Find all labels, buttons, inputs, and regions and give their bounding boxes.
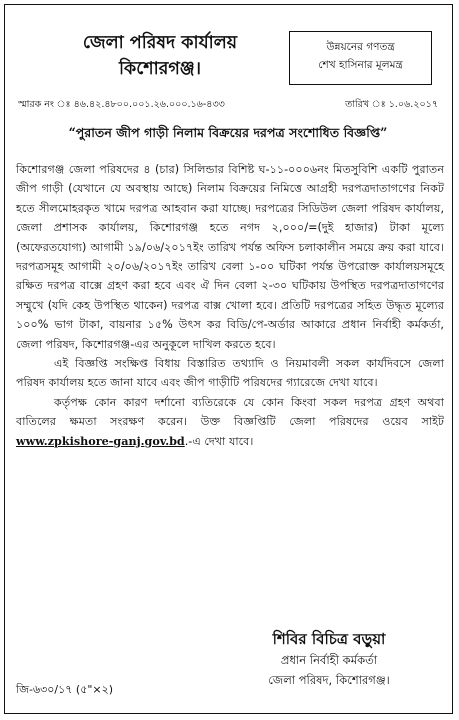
paragraph-3-start: কর্তৃপক্ষ কোন কারণ দর্শানো ব্যতিরেকে যে কোন কিংবা সকল দরপত্র গ্রহণ অথবা বাতিলের ক্ষমতা সংরক্ষণ করেন। উক্ত বিজ্ঞপ্তিটি জেলা পরিষদের ওয়েব সাইট: [16, 395, 444, 429]
website-link[interactable]: www.zpkishore-ganj.gov.bd: [16, 433, 185, 448]
notice-body: [16, 160, 444, 451]
slogan-line-2: শেখ হাসিনার মূলমন্ত্র: [318, 59, 403, 71]
district-name: কিশোরগঞ্জ।: [118, 59, 201, 79]
slogan-box: [289, 31, 432, 85]
notice-headline: “পুরাতন জীপ গাড়ী নিলাম বিক্রয়ের দরপত্র সংশোধিত বিজ্ঞপ্তি”: [68, 125, 388, 140]
signatory-name: শিবির বিচিত্র বড়ুয়া: [272, 630, 386, 648]
file-code: জি-৬৩০/১৭ (৫"×২): [16, 683, 114, 696]
signatory-office: জেলা পরিষদ, কিশোরগঞ্জ।: [268, 673, 390, 687]
signatory-designation: প্রধান নির্বাহী কর্মকর্তা: [280, 653, 378, 667]
body-paragraph-1: কিশোরগঞ্জ জেলা পরিষদের ৪ (চার) সিলিন্ডার বিশিষ্ট ঘ-১১-০০০৬নং মিতসুবিশি একটি পুরাতন জীপ গাড়ী (যেখানে যে অবস্থায় আছে) নিলাম বিক্রয়ের নিমিত্তে আগ্রহী দরপত্রদাতাগণের নিকট হতে সীলমোহরকৃত খামে দরপত্র আহবান করা যাচ্ছে। দরপত্রের সিডিউল জেলা পরিষদ কার্যালয়, জেলা প্রশাসক কার্যালয়, কিশোরগঞ্জ হতে নগদ ২,০০০/=(দুই হাজার) টাকা মূল্যে (অফেরতযোগ্য) আগামী ১৯/০৬/২০১৭ইং তারিখ পর্যন্ত অফিস চলাকালীন সময়ে ক্রয় করা যাবে। দরপত্রসমূহ আগামী ২০/০৬/২০১৭ইং তারিখ বেলা ১-০০ ঘটিকা পর্যন্ত উপরোক্ত কার্যালয়সমূহে রক্ষিত দরপত্র বাক্সে গ্রহণ করা হবে এবং ঐ দিন বেলা ২-৩০ ঘটিকায় উপস্থিত দরপত্রদাতাগণের সম্মুখে (যদি কেহ উপস্থিত থাকেন) দরপত্র বাক্স খোলা হবে। প্রতিটি দরপত্রের সহিত উদ্ধৃত মূল্যের ১০০% ভাগ টাকা, বায়নার ১৫% উৎস কর বিডি/পে-অর্ডার আকারে প্রধান নির্বাহী কর্মকর্তা, জেলা পরিষদ, কিশোরগঞ্জ-এর অনুকূলে দাখিল করতে হবে।: [16, 163, 444, 351]
office-name: জেলা পরিষদ কার্যালয়: [82, 33, 238, 53]
memo-date: তারিখ ঃ ১.০৬.২০১৭: [345, 99, 438, 110]
memo-reference: স্মারক নং ঃ ৪৬.৪২.৪৮০০.০০১.২৬.০০০.১৬-৪৩৩: [18, 99, 225, 110]
paragraph-3-end: .-এ দেখা যাবে।: [184, 434, 254, 448]
body-paragraph-3: [16, 393, 444, 451]
office-header: [40, 30, 280, 82]
slogan-line-1: উন্নয়নের গণতন্ত্র: [326, 41, 395, 53]
memo-row: [18, 97, 438, 113]
signature-block: [222, 628, 436, 690]
body-paragraph-2: এই বিজ্ঞপ্তি সংক্ষিপ্ত বিধায় বিস্তারিত তথ্যাদি ও নিয়মাবলী সকল কার্যদিবসে জেলা পরিষদ কার্যালয় হতে জানা যাবে এবং জীপ গাড়ীটি পরিষদের গ্যারেজে দেখা যাবে।: [16, 357, 444, 390]
